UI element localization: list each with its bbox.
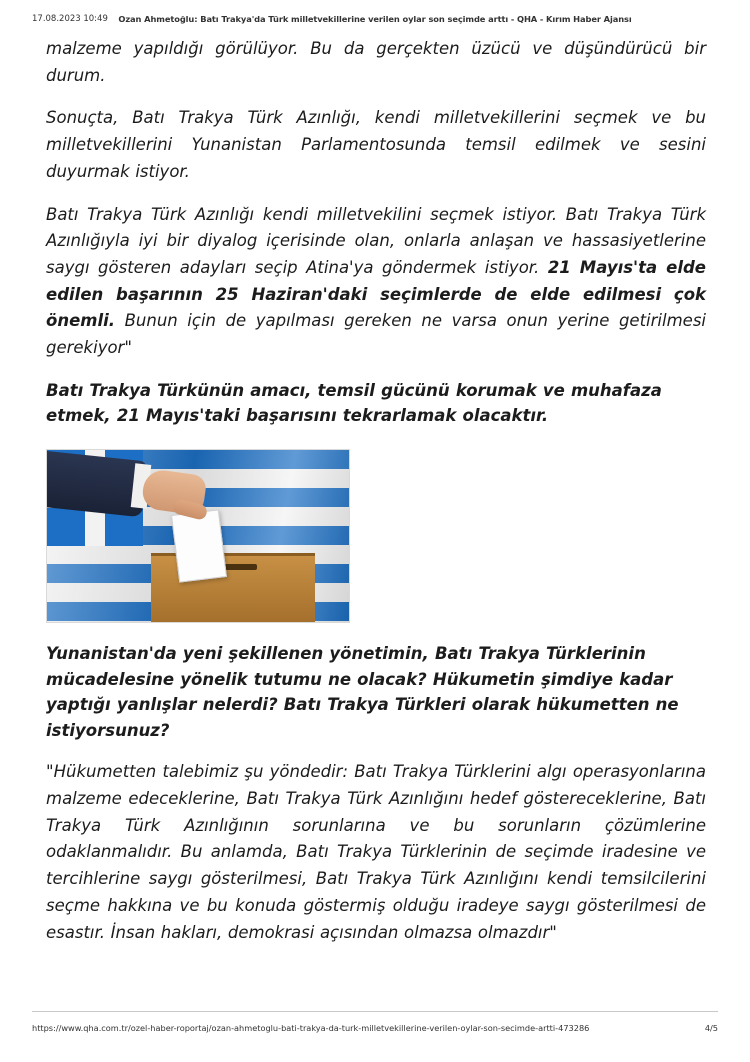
paragraph-2: Sonuçta, Batı Trakya Türk Azınlığı, kendi milletvekillerini seçmek ve bu milletvekillerini Yunanistan Parlamentosunda temsil edilmek ve sesini duyurmak istiyor.: [46, 108, 706, 181]
voting-photo: [46, 449, 350, 623]
interview-answer: "Hükumetten talebimiz şu yöndedir: Batı Trakya Türklerini algı operasyonlarına malzeme edeceklerine, Batı Trakya Türk Azınlığını hedef göstereceklerine, Batı Trakya Türk Azınlığının sorunlarına ve bu sorunların çözümlerine odaklanmalıdır. Bu anlamda, Batı Trakya Türklerinin de seçimde iradesine ve tercihlerine saygı gösterilmesi, Batı Trakya Türk Azınlığını kendi temsilcilerini seçme hakkına ve bu konuda göstermiş olduğu iradeye saygı gösterilmesi de esastır. İnsan hakları, demokrasi açısından olmazsa olmazdır": [46, 762, 706, 942]
paragraph-3-part-1: Batı Trakya Türk Azınlığı kendi milletvekilini seçmek istiyor. Batı Trakya Türk Azınlığıyla iyi bir diyalog içerisinde olan, onlarla anlaşan ve hassasiyetlerine saygı gösteren adayları seçip Atina'ya göndermek istiyor.: [46, 204, 706, 278]
footer-divider: [32, 1011, 718, 1012]
ballot-box: [151, 553, 315, 622]
header-article-title: Ozan Ahmetoğlu: Batı Trakya'da Türk milletvekillerine verilen oylar son seçimde arttı - QHA - Kırım Haber Ajansı: [118, 14, 632, 24]
ballot-paper: [171, 509, 227, 582]
footer-page-number: 4/5: [704, 1023, 718, 1033]
voter-arm: [47, 456, 199, 514]
page-footer: [0, 1023, 750, 1037]
page-header: [0, 14, 750, 30]
paragraph-1: malzeme yapıldığı görülüyor. Bu da gerçekten üzücü ve düşündürücü bir durum.: [46, 39, 706, 85]
bold-statement: Batı Trakya Türkünün amacı, temsil gücünü korumak ve muhafaza etmek, 21 Mayıs'taki başarısını tekrarlamak olacaktır.: [46, 380, 662, 426]
footer-url: https://www.qha.com.tr/ozel-haber-roportaj/ozan-ahmetoglu-bati-trakya-da-turk-milletvekillerine-verilen-oylar-son-secimde-artti-473286: [32, 1023, 590, 1033]
paragraph-3: [46, 202, 706, 362]
paragraph-3-part-2: Bunun için de yapılması gereken ne varsa onun yerine getirilmesi gerekiyor": [46, 311, 706, 358]
interview-question: Yunanistan'da yeni şekillenen yönetimin, Batı Trakya Türklerinin mücadelesine yönelik tutumu ne olacak? Hükumetin şimdiye kadar yaptığı yanlışlar nelerdi? Batı Trakya Türkleri olarak hükumetten ne istiyorsunuz?: [46, 644, 679, 740]
article-body: [46, 36, 706, 954]
paragraph-3-emphasis: 21 Mayıs'ta elde edilen başarının 25 Haziran'daki seçimlerde de elde edilmesi çok önemli.: [46, 258, 706, 331]
header-date: 17.08.2023 10:49: [32, 14, 108, 24]
